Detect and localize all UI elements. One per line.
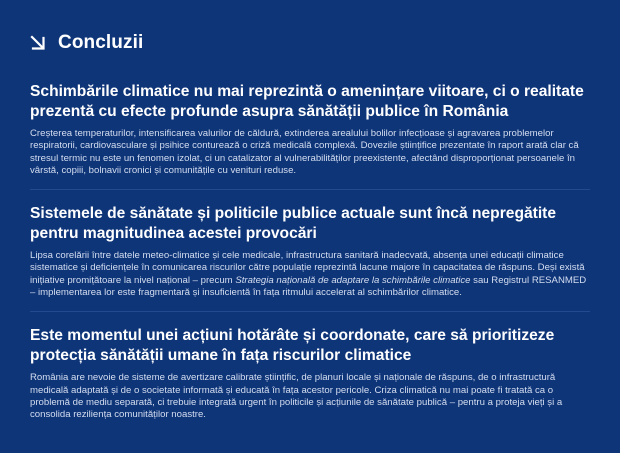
section-divider [30,189,590,190]
strategy-title-emphasis: Strategia națională de adaptare la schimbările climatice [235,274,471,286]
arrow-down-right-icon [30,35,46,51]
page-title: Concluzii [58,32,144,53]
paragraph-text: Lipsa corelării între datele meteo-climatice și cele medicale, infrastructura sanitară inadecvată, absența unei educații climatice sistematice și deficiențele în comunicarea riscurilor către populație reprezintă lacune majore în capacitatea de răspuns. Deși există inițiative promițătoare la nivel național – precum [30,250,585,286]
conclusion-section-2 [30,204,590,299]
conclusion-paragraph-3: România are nevoie de sisteme de avertizare calibrate științific, de planuri locale și naționale de răspuns, de o infrastructură medicală adaptată și de o societate informată și educată în fața acestor pericole. Criza climatică nu mai poate fi tratată ca o problemă de mediu separată, ci trebuie integrată urgent în politicile și acțiunile de sănătate publică – pentru a proteja vieți și a consolida reziliența comunităților noastre. [30,372,563,421]
paragraph-text: sau Registrul RESANMED – implementarea lor este fragmentară și insuficientă în fața ritmului accelerat al schimbărilor climatice. [30,274,587,299]
section-divider [30,311,590,312]
conclusion-heading-3: Este momentul unei acțiuni hotărâte și coordonate, care să prioritizeze protecția sănătății umane în fața riscurilor climatice [30,327,555,365]
conclusion-section-3 [30,326,590,421]
conclusion-heading-1: Schimbările climatice nu mai reprezintă o amenințare viitoare, ci o realitate prezentă cu efecte profunde asupra sănătății publice în România [30,83,584,120]
conclusion-paragraph-2 [30,250,590,299]
conclusion-section-1 [30,82,590,177]
section-header [30,32,590,54]
conclusion-paragraph-1: Creșterea temperaturilor, intensificarea valurilor de căldură, extinderea arealului bolilor infecțioase și agravarea problemelor respiratorii, cardiovasculare și psihice conturează o criză medicală complexă. Dovezile științifice prezentate în raport arată clar că stresul termic nu este un fenomen izolat, ci un catalizator al vulnerabilităților preexistente, afectând disproporționat persoanele în vârstă, copiii, bolnavii cronici și comunitățile cu venituri reduse. [30,128,579,176]
conclusion-heading-2: Sistemele de sănătate și politicile publice actuale sunt încă nepregătite pentru magnitudinea acestei provocări [30,205,557,243]
